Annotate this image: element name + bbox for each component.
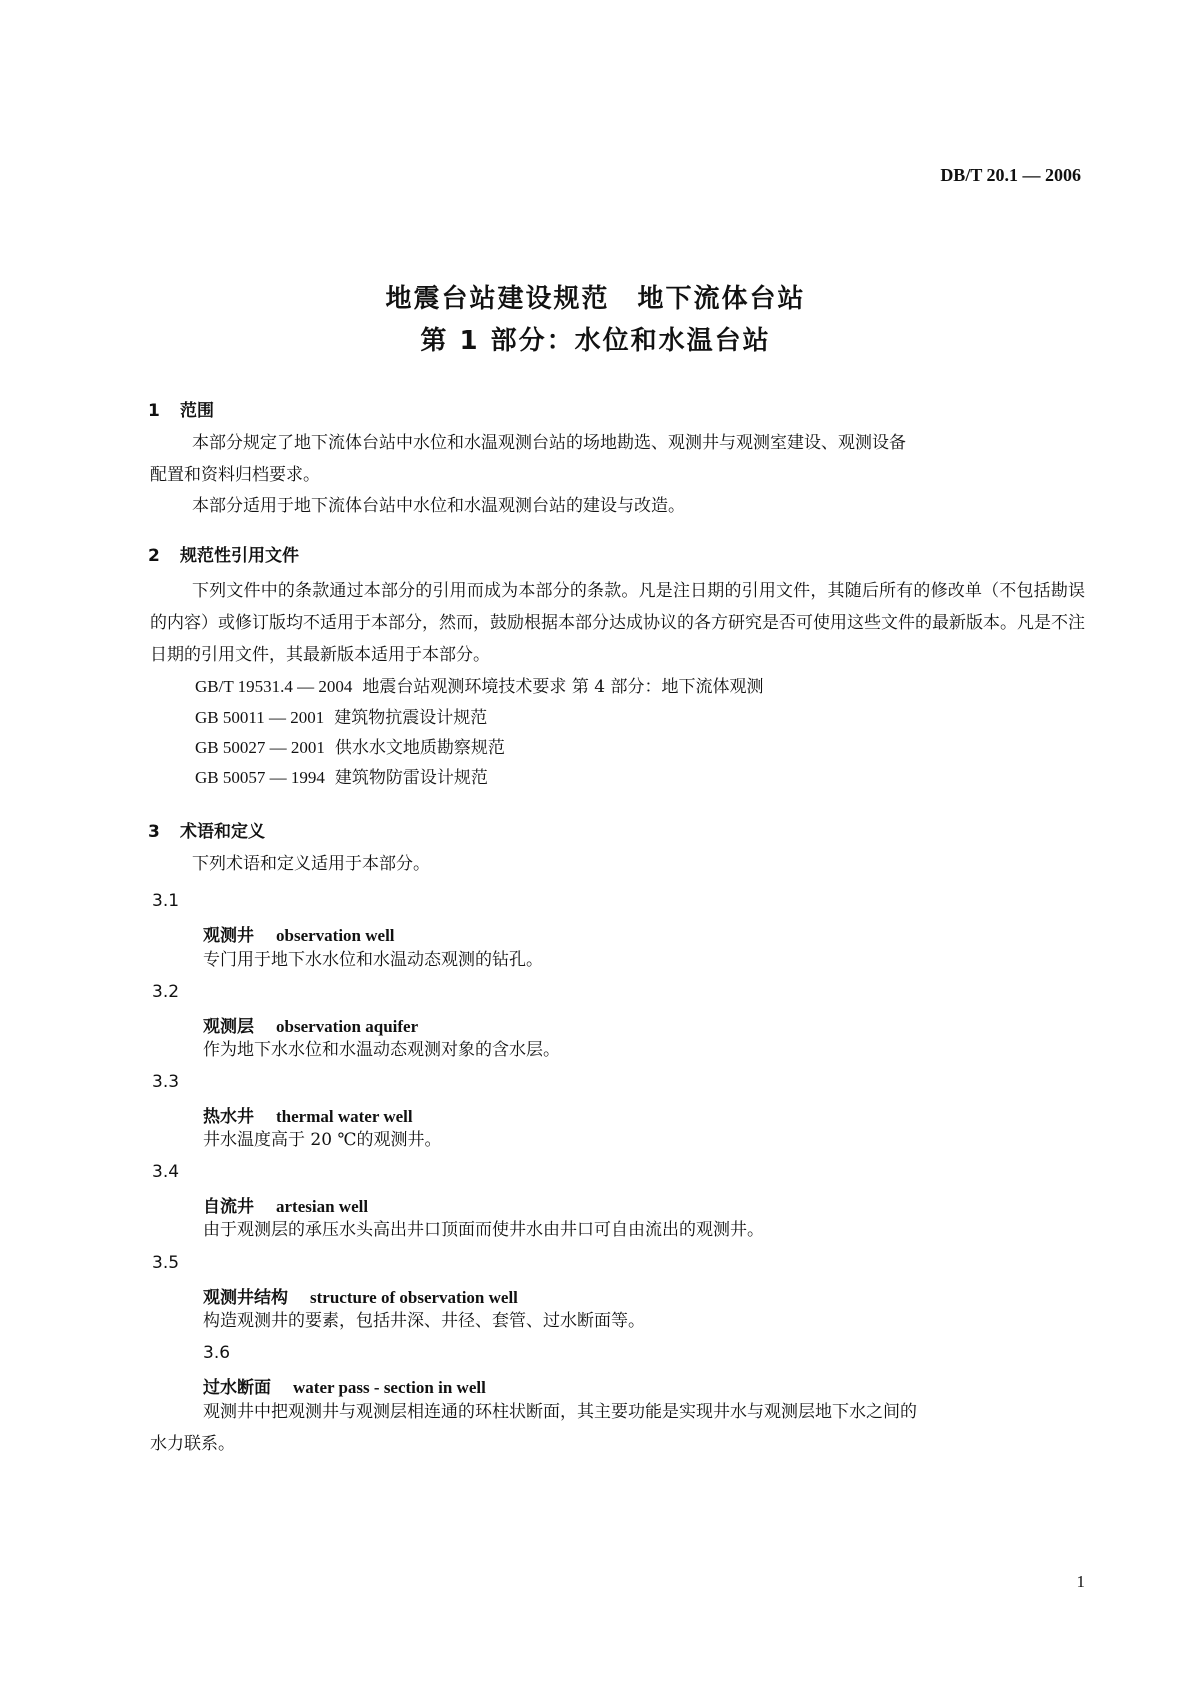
reference-item xyxy=(195,733,505,758)
reference-code: GB 50057 — 1994 xyxy=(195,768,325,787)
document-title-line1: 地震台站建设规范 地下流体台站 xyxy=(385,284,806,314)
reference-code: GB 50011 — 2001 xyxy=(195,708,325,727)
paragraph: 下列文件中的条款通过本部分的引用而成为本部分的条款。凡是注日期的引用文件，其随后所有的修改单（不包括勘误的内容）或修订版均不适用于本部分，然而，鼓励根据本部分达成协议的各方研究是否可使用这些文件的最新版本。凡是不注日期的引用文件，其最新版本适用于本部分。 xyxy=(150,581,1085,665)
standard-number: DB/T 20.1 — 2006 xyxy=(940,165,1081,185)
term-zh: 观测井 xyxy=(203,926,254,946)
reference-item xyxy=(195,703,487,728)
term-zh: 自流井 xyxy=(203,1197,254,1217)
section-title: 范围 xyxy=(180,401,214,421)
term-number: 3.4 xyxy=(152,1162,180,1182)
document-title-line2: 第 1 部分：水位和水温台站 xyxy=(420,326,771,356)
term-en: structure of observation well xyxy=(310,1288,518,1307)
reference-title: 供水水文地质勘察规范 xyxy=(334,738,505,758)
reference-item xyxy=(195,763,488,788)
term-en: thermal water well xyxy=(276,1107,413,1126)
paragraph-continuation: 配置和资料归档要求。 xyxy=(150,465,320,485)
term-zh: 观测层 xyxy=(203,1017,254,1037)
term-en: artesian well xyxy=(276,1197,369,1216)
term-entry xyxy=(203,1373,486,1398)
term-number: 3.2 xyxy=(152,982,180,1002)
section-number: 2 xyxy=(148,546,160,566)
section-number: 3 xyxy=(148,822,160,842)
page-number: 1 xyxy=(1076,1572,1085,1591)
section-2-heading xyxy=(148,541,299,566)
term-definition: 井水温度高于 20 ℃的观测井。 xyxy=(203,1130,442,1150)
section-3-heading xyxy=(148,817,265,842)
term-definition: 由于观测层的承压水头高出井口顶面而使井水由井口可自由流出的观测井。 xyxy=(203,1220,764,1240)
reference-title: 建筑物抗震设计规范 xyxy=(334,708,488,728)
reference-title: 建筑物防雷设计规范 xyxy=(334,768,488,788)
reference-title: 地震台站观测环境技术要求 第 4 部分：地下流体观测 xyxy=(362,677,764,697)
term-en: water pass - section in well xyxy=(293,1378,486,1397)
reference-code: GB 50027 — 2001 xyxy=(195,738,325,757)
term-number: 3.1 xyxy=(152,891,180,911)
section-title: 规范性引用文件 xyxy=(180,546,299,566)
term-definition: 作为地下水水位和水温动态观测对象的含水层。 xyxy=(203,1040,560,1060)
term-number: 3.6 xyxy=(203,1343,231,1363)
paragraph: 本部分规定了地下流体台站中水位和水温观测台站的场地勘选、观测井与观测室建设、观测设备 xyxy=(192,433,906,453)
paragraph: 下列术语和定义适用于本部分。 xyxy=(192,854,430,874)
reference-code: GB/T 19531.4 — 2004 xyxy=(195,677,353,696)
section-number: 1 xyxy=(148,401,160,421)
term-number: 3.5 xyxy=(152,1253,180,1273)
term-definition-continuation: 水力联系。 xyxy=(150,1434,235,1454)
term-definition: 专门用于地下水水位和水温动态观测的钻孔。 xyxy=(203,950,543,970)
section-1-heading xyxy=(148,396,214,421)
term-definition: 构造观测井的要素，包括井深、井径、套管、过水断面等。 xyxy=(203,1311,645,1331)
term-en: observation well xyxy=(276,926,395,945)
paragraph: 本部分适用于地下流体台站中水位和水温观测台站的建设与改造。 xyxy=(192,496,685,516)
term-definition: 观测井中把观测井与观测层相连通的环柱状断面，其主要功能是实现井水与观测层地下水之间的 xyxy=(203,1402,917,1422)
reference-item xyxy=(195,672,763,697)
term-number: 3.3 xyxy=(152,1072,180,1092)
section-title: 术语和定义 xyxy=(180,822,265,842)
term-zh: 热水井 xyxy=(203,1107,254,1127)
term-en: observation aquifer xyxy=(276,1017,419,1036)
term-entry xyxy=(203,921,395,946)
term-zh: 观测井结构 xyxy=(203,1288,288,1308)
term-zh: 过水断面 xyxy=(203,1378,271,1398)
